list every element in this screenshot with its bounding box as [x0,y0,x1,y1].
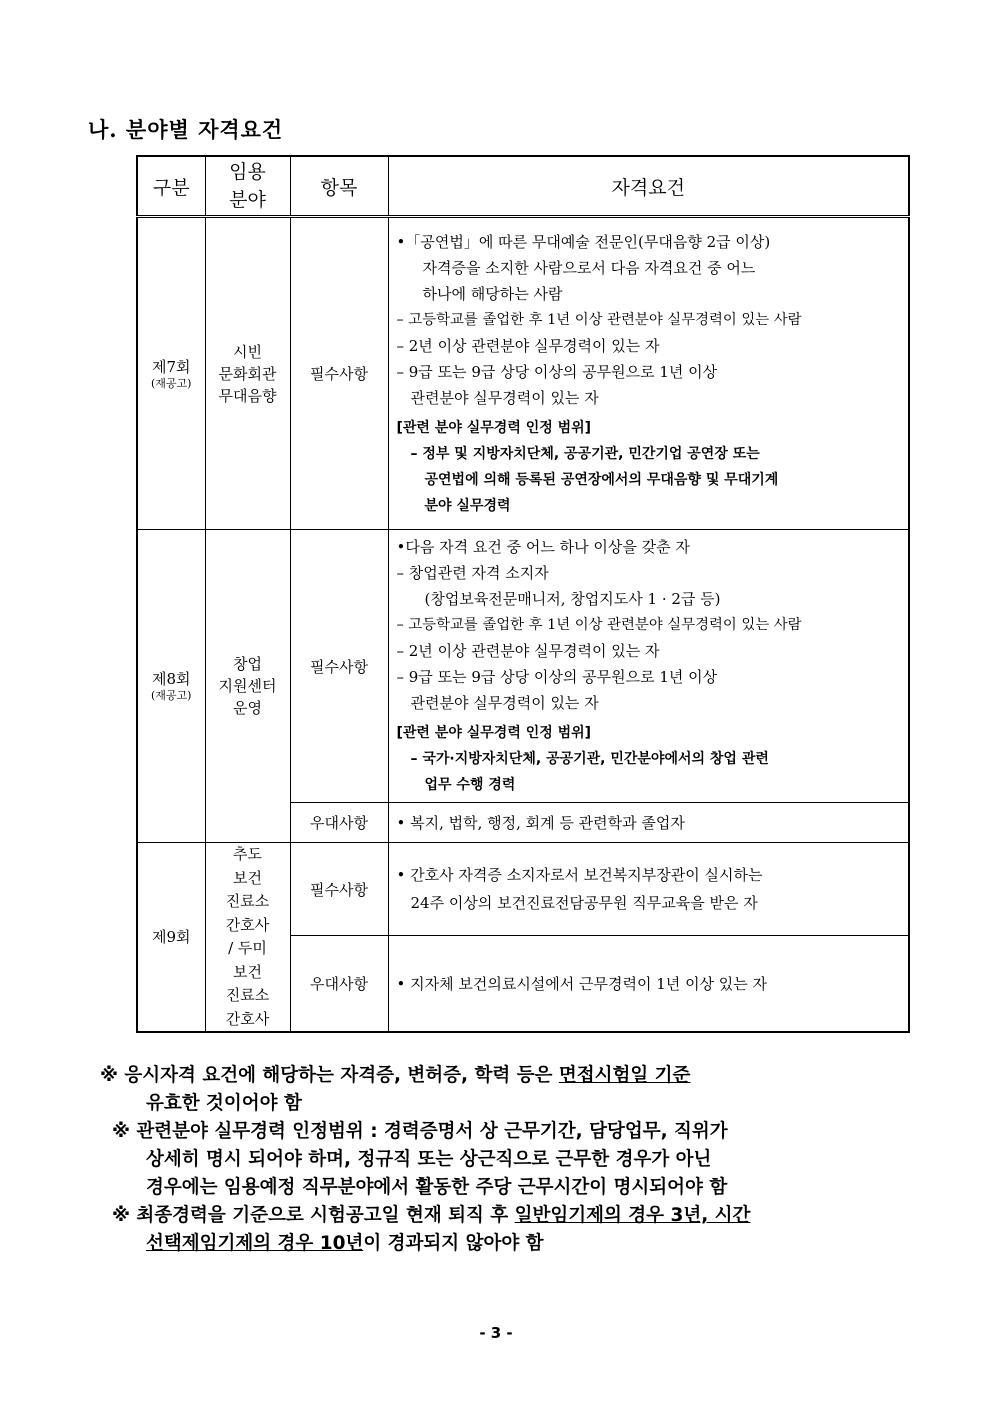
round-cell [137,843,205,1033]
req-line: •「공연법」에 따른 무대예술 전문인(무대음향 2급 이상) [396,232,771,251]
field-line: 지원센터 [218,677,277,695]
field-line: 진료소 [225,892,270,910]
note-text: 경우에는 임용예정 직무분야에서 활동한 주당 근무시간이 명시되어야 함 [146,1177,728,1198]
req-line: [관련 분야 실무경력 인정 범위] [396,725,592,741]
page-number: - 3 - [479,1324,513,1342]
round-cell [137,530,205,843]
round-cell [137,217,205,530]
requirements-cell [388,530,909,803]
field-cell [205,530,290,843]
requirements-cell [388,217,909,530]
field-line: 진료소 [225,986,270,1004]
requirements-cell [388,936,909,1032]
req-line: – 2년 이상 관련분야 실무경력이 있는 자 [396,642,660,660]
field-line: 운영 [233,699,262,717]
note-text: ※ 응시자격 요건에 해당하는 자격증, 변허증, 학력 등은 [100,1065,559,1086]
req-line: 관련분야 실무경력이 있는 자 [410,388,599,407]
field-line: 창업 [233,655,262,673]
header-requirements: 자격요건 [388,156,909,217]
note-underlined: 일반임기제의 경우 3년, 시간 [514,1205,751,1226]
req-line: – 9급 또는 9급 상당 이상의 공무원으로 1년 이상 [396,362,718,381]
header-field-line: 임용 [229,161,266,183]
note-text: 상세히 명시 되어야 하며, 정규직 또는 상근직으로 근무한 경우가 아닌 [146,1149,712,1170]
field-line: 간호사 [225,1009,270,1028]
req-line: – 2년 이상 관련분야 실무경력이 있는 자 [396,336,660,355]
field-line: 보건 [233,962,262,981]
item-cell: 필수사항 [290,530,388,803]
note-underlined: 선택제임기제의 경우 10년 [146,1233,364,1254]
table-header-row [137,156,909,217]
field-line: 시빈 [233,342,262,361]
req-line: – 국가·지방자치단체, 공공기관, 민간분야에서의 창업 관련 [410,751,769,767]
table-row [137,217,909,530]
note-underlined: 면접시험일 기준 [558,1065,691,1086]
table-row [137,530,909,803]
round-label: 제9회 [151,928,191,946]
req-line: (창업보육전문매니저, 창업지도사 1 · 2급 등) [424,590,721,608]
req-line: 분야 실무경력 [424,497,511,514]
note-line [100,1202,912,1230]
note-line [100,1062,912,1090]
item-cell: 필수사항 [290,843,388,936]
round-label: 제8회 [151,670,191,688]
section-title: 나. 분야별 자격요건 [88,117,284,142]
req-line: 하나에 해당하는 사람 [422,284,563,303]
round-label: 제7회 [151,357,191,376]
field-line: 무대음향 [218,386,277,405]
req-line: [관련 분야 실무경력 인정 범위] [396,419,592,436]
header-item: 항목 [290,156,388,217]
note-text: ※ 최종경력을 기준으로 시험공고일 현재 퇴직 후 [112,1205,515,1226]
note-line [100,1118,912,1146]
req-line: •다음 자격 요건 중 어느 하나 이상을 갖춘 자 [396,538,690,556]
round-note: (재공고) [151,689,192,702]
note-line [100,1090,912,1118]
note-line [100,1230,912,1258]
req-line: – 9급 또는 9급 상당 이상의 공무원으로 1년 이상 [396,668,718,686]
req-line: – 정부 및 지방자치단체, 공공기관, 민간기업 공연장 또는 [410,445,760,462]
header-round: 구분 [137,156,205,217]
note-text: 유효한 것이어야 함 [146,1093,302,1114]
field-line: / 두미 [228,939,267,957]
round-note: (재공고) [151,376,192,390]
req-line: • 복지, 법학, 행정, 회계 등 관련학과 졸업자 [396,813,685,832]
req-line: – 고등학교를 졸업한 후 1년 이상 관련분야 실무경력이 있는 사람 [396,617,802,633]
field-line: 문화회관 [218,364,277,383]
field-line: 간호사 [225,915,270,934]
note-line [100,1174,912,1202]
req-line: 자격증을 소지한 사람으로서 다음 자격요건 중 어느 [422,258,756,277]
field-line: 보건 [233,868,262,887]
note-text: ※ 관련분야 실무경력 인정범위 : 경력증명서 상 근무기간, 담당업무, 직위가 [112,1121,728,1142]
field-cell [205,843,290,1033]
req-line: 업무 수행 경력 [424,777,516,793]
item-cell: 필수사항 [290,217,388,530]
req-line: 24주 이상의 보건진료전담공무원 직무교육을 받은 자 [410,894,758,913]
field-cell [205,217,290,530]
requirements-table [136,155,910,1033]
field-line: 추도 [233,845,262,863]
req-line: – 고등학교를 졸업한 후 1년 이상 관련분야 실무경력이 있는 사람 [396,311,802,328]
note-text: 이 경과되지 않아야 함 [363,1233,544,1254]
req-line: • 간호사 자격증 소지자로서 보건복지부장관이 실시하는 [396,866,763,885]
note-line [100,1146,912,1174]
notes [100,1062,912,1258]
req-line: 공연법에 의해 등록된 공연장에서의 무대음향 및 무대기계 [424,471,779,488]
item-cell: 우대사항 [290,803,388,843]
header-field-line: 분야 [229,189,266,211]
header-field [205,156,290,217]
requirements-cell [388,843,909,936]
req-line: • 지자체 보건의료시설에서 근무경력이 1년 이상 있는 자 [396,974,768,993]
item-cell: 우대사항 [290,936,388,1032]
table-row [137,843,909,936]
requirements-cell [388,803,909,843]
req-line: – 창업관련 자격 소지자 [396,564,549,582]
req-line: 관련분야 실무경력이 있는 자 [410,694,599,712]
